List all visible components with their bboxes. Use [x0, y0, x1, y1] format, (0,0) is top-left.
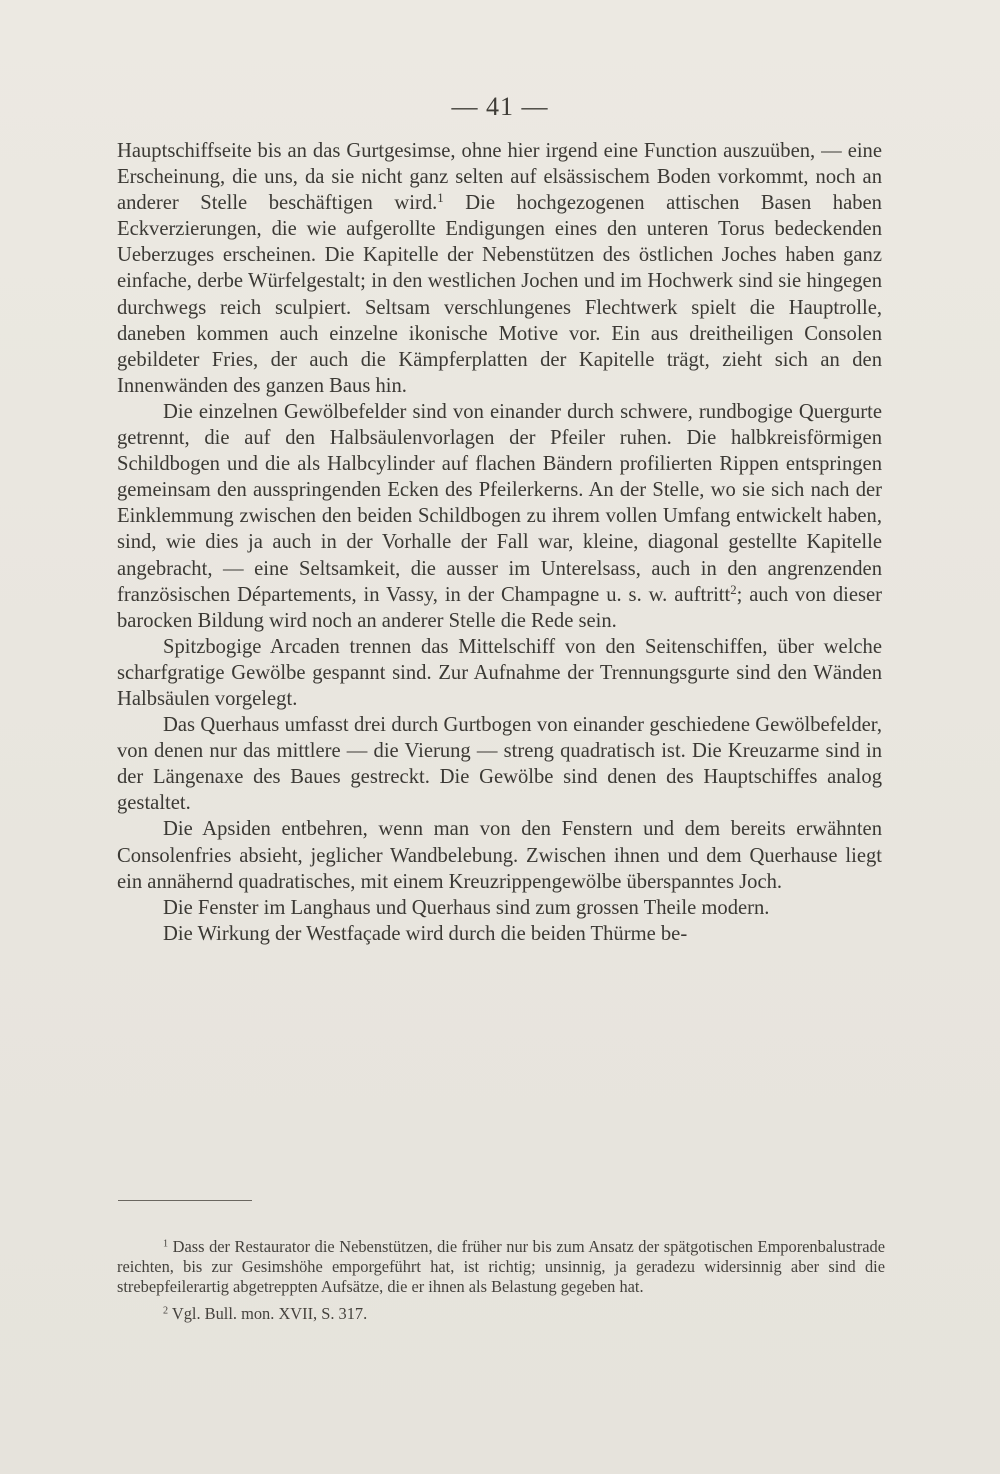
footnote-mark-2: 2: [163, 1305, 169, 1317]
footnote-1-text: Dass der Restaurator die Nebenstützen, die früher nur bis zum Ansatz der spätgotischen Emporenbalustrade reichten, bis zur Gesimshöhe emporgeführt hat, ist richtig; unsinnig, ja geradezu widersinnig aber sind die strebepfeilerartig abgetreppten Aufsätze, die er ihnen als Belastung gegeben hat.: [117, 1237, 885, 1297]
body-text: [117, 138, 882, 947]
paragraph-1-text: Hauptschiffseite bis an das Gurtgesimse, ohne hier irgend eine Function auszuüben, — eine Erscheinung, die uns, da sie nicht ganz selten auf elsässischem Boden vorkommt, noch an anderer Stelle beschäftigen wird.: [117, 140, 882, 215]
footnote-mark-1: 1: [163, 1238, 169, 1250]
page-number: — 41 —: [451, 92, 549, 121]
paragraph-2: [117, 399, 882, 634]
paragraph-7: Die Wirkung der Westfaçade wird durch die beiden Thürme be-: [163, 922, 688, 945]
footnote-1: [117, 1237, 885, 1298]
paragraph-6: Die Fenster im Langhaus und Querhaus sind zum grossen Theile modern.: [163, 896, 770, 919]
paragraph-1: [117, 138, 882, 399]
paragraph-2-cont: ; auch von dieser barocken Bildung wird noch an anderer Stelle die Rede sein.: [117, 583, 882, 632]
footnote-2: [117, 1304, 885, 1324]
footnote-ref-2[interactable]: 2: [730, 582, 737, 597]
footnote-divider: [118, 1200, 252, 1201]
paragraph-3: Spitzbogige Arcaden trennen das Mittelschiff von den Seitenschiffen, über welche scharfgratige Gewölbe gespannt sind. Zur Aufnahme der Trennungsgurte sind den Wänden Halbsäulen vorgelegt.: [117, 635, 882, 710]
footnotes: [117, 1237, 885, 1324]
paragraph-4: Das Querhaus umfasst drei durch Gurtbogen von einander geschiedene Gewölbefelder, von denen nur das mittlere — die Vierung — streng quadratisch ist. Die Kreuzarme sind in der Längenaxe des Baues gestreckt. Die Gewölbe sind denen des Hauptschiffes analog gestaltet.: [117, 714, 882, 815]
footnote-ref-1[interactable]: 1: [437, 191, 444, 206]
paragraph-5: Die Apsiden entbehren, wenn man von den Fenstern und dem bereits erwähnten Consolenfries absieht, jeglicher Wandbelebung. Zwischen ihnen und dem Querhause liegt ein annähernd quadratisches, mit einem Kreuzrippengewölbe überspanntes Joch.: [117, 818, 882, 893]
paragraph-1-cont: Die hochgezogenen attischen Basen haben Eckverzierungen, die wie aufgerollte Endigungen eines den unteren Torus bedeckenden Ueberzuges erscheinen. Die Kapitelle der Nebenstützen des östlichen Joches haben ganz einfache, derbe Würfelgestalt; in den westlichen Jochen und im Hochwerk sind sie hingegen durchwegs reich sculpiert. Seltsam verschlungenes Flechtwerk spielt die Hauptrolle, daneben kommen auch einzelne ikonische Motive vor. Ein aus dreitheiligen Consolen gebildeter Fries, der auch die Kämpferplatten der Kapitelle trägt, zieht sich an den Innenwänden des ganzen Baus hin.: [117, 192, 882, 397]
paragraph-2-text: Die einzelnen Gewölbefelder sind von einander durch schwere, rundbogige Quergurte getrennt, die auf den Halbsäulenvorlagen der Pfeiler ruhen. Die halbkreisförmigen Schildbogen und die als Halbcylinder auf flachen Bändern profilierten Rippen entspringen gemeinsam den ausspringenden Ecken des Pfeilerkerns. An der Stelle, wo sie sich nach der Einklemmung zwischen den beiden Schildbogen zu ihrem vollen Umfang entwickelt haben, sind, wie dies ja auch in der Vorhalle der Fall war, kleine, diagonal gestellte Kapitelle angebracht, — eine Seltsamkeit, die ausser im Unterelsass, auch in den angrenzenden französischen Départements, in Vassy, in der Champagne u. s. w. auftritt: [117, 400, 882, 606]
footnote-2-text: Vgl. Bull. mon. XVII, S. 317.: [171, 1303, 368, 1323]
